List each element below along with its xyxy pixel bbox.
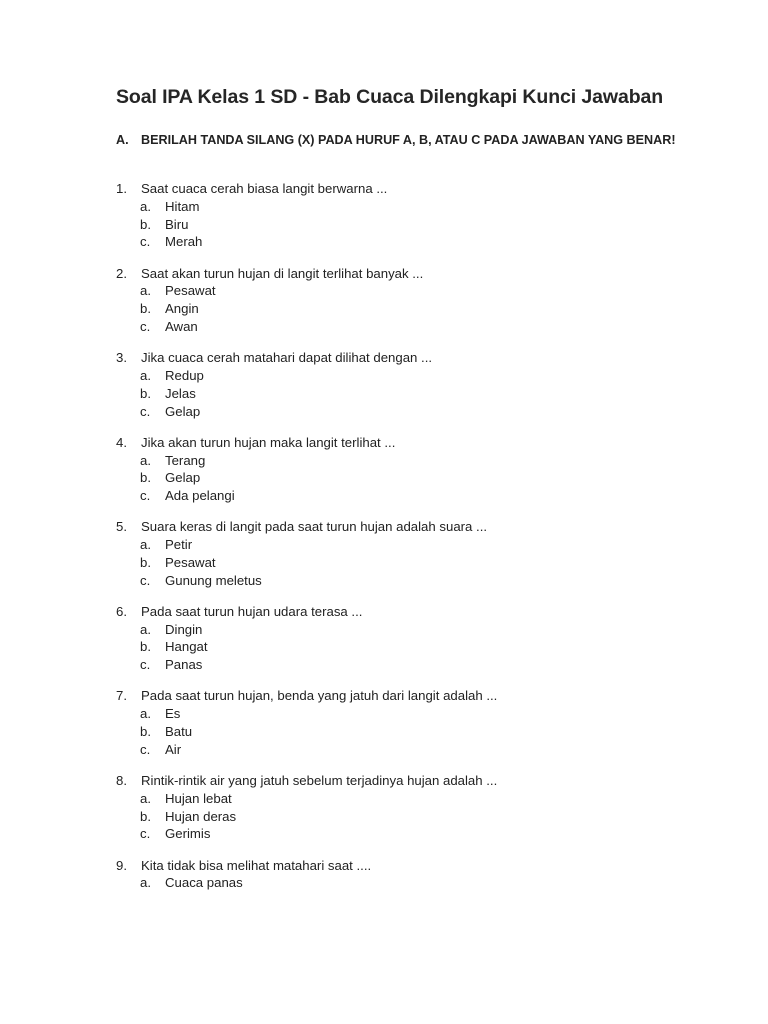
- option-text: Hujan lebat: [165, 790, 232, 806]
- option-list: [116, 282, 676, 335]
- option-letter: b.: [140, 216, 151, 232]
- answer-option: [140, 621, 676, 639]
- option-letter: a.: [140, 283, 151, 299]
- section-heading: [116, 130, 676, 150]
- option-list: [116, 790, 676, 843]
- question-number: 4.: [116, 434, 127, 450]
- question-item: [116, 603, 676, 674]
- question-text: Jika cuaca cerah matahari dapat dilihat dengan ...: [141, 350, 433, 366]
- option-list: [116, 367, 676, 420]
- answer-option: [140, 367, 676, 385]
- answer-option: [140, 452, 676, 470]
- section-letter: A.: [116, 133, 129, 147]
- option-list: [116, 536, 676, 589]
- question-text: Saat cuaca cerah biasa langit berwarna ...: [141, 181, 388, 196]
- option-letter: c.: [140, 741, 151, 757]
- option-letter: c.: [140, 572, 151, 588]
- option-letter: a.: [140, 198, 151, 214]
- answer-option: [140, 198, 676, 216]
- option-list: [116, 198, 676, 251]
- option-letter: a.: [140, 537, 151, 553]
- section-instruction: BERILAH TANDA SILANG (X) PADA HURUF A, B, ATAU C PADA JAWABAN YANG BENAR!: [141, 133, 676, 147]
- question-line: [116, 772, 676, 790]
- option-letter: b.: [140, 724, 151, 740]
- question-text: Saat akan turun hujan di langit terlihat banyak ...: [141, 265, 424, 281]
- option-letter: b.: [140, 808, 151, 824]
- question-number: 1.: [116, 181, 127, 196]
- option-letter: c.: [140, 234, 151, 250]
- option-text: Gerimis: [165, 826, 211, 842]
- question-number: 7.: [116, 688, 127, 704]
- option-letter: c.: [140, 318, 151, 334]
- question-item: [116, 687, 676, 758]
- answer-option: [140, 233, 676, 251]
- document-title: Soal IPA Kelas 1 SD - Bab Cuaca Dilengkapi Kunci Jawaban: [116, 86, 664, 108]
- option-letter: c.: [140, 488, 151, 504]
- option-text: Terang: [165, 452, 206, 468]
- answer-option: [140, 536, 676, 554]
- answer-option: [140, 403, 676, 421]
- option-list: [116, 621, 676, 674]
- answer-option: [140, 723, 676, 741]
- option-letter: a.: [140, 706, 151, 722]
- question-item: [116, 518, 676, 589]
- question-list: [116, 180, 676, 892]
- option-letter: a.: [140, 367, 151, 383]
- option-letter: a.: [140, 452, 151, 468]
- answer-option: [140, 874, 676, 892]
- answer-option: [140, 808, 676, 826]
- question-text: Kita tidak bisa melihat matahari saat ....: [141, 857, 372, 873]
- option-text: Cuaca panas: [165, 875, 243, 891]
- option-letter: a.: [140, 621, 151, 637]
- answer-option: [140, 300, 676, 318]
- question-item: [116, 857, 676, 893]
- question-line: [116, 603, 676, 621]
- option-letter: c.: [140, 826, 151, 842]
- option-list: [116, 874, 676, 892]
- answer-option: [140, 825, 676, 843]
- option-text: Pesawat: [165, 554, 216, 570]
- question-line: [116, 434, 676, 452]
- option-text: Petir: [165, 537, 193, 553]
- question-text: Pada saat turun hujan, benda yang jatuh dari langit adalah ...: [141, 688, 498, 704]
- question-item: [116, 434, 676, 505]
- option-text: Jelas: [165, 385, 196, 401]
- document-page: [116, 86, 676, 906]
- option-letter: c.: [140, 657, 151, 673]
- answer-option: [140, 790, 676, 808]
- option-text: Hangat: [165, 639, 208, 655]
- option-text: Hitam: [165, 198, 200, 214]
- option-text: Angin: [165, 301, 199, 317]
- answer-option: [140, 741, 676, 759]
- answer-option: [140, 656, 676, 674]
- question-item: [116, 772, 676, 843]
- answer-option: [140, 216, 676, 234]
- question-number: 9.: [116, 857, 127, 873]
- option-text: Dingin: [165, 621, 203, 637]
- option-letter: b.: [140, 385, 151, 401]
- answer-option: [140, 318, 676, 336]
- question-item: [116, 349, 676, 420]
- question-text: Suara keras di langit pada saat turun hujan adalah suara ...: [141, 519, 488, 535]
- question-text: Rintik-rintik air yang jatuh sebelum terjadinya hujan adalah ...: [141, 773, 498, 789]
- question-number: 2.: [116, 265, 127, 281]
- option-list: [116, 452, 676, 505]
- question-number: 8.: [116, 773, 127, 789]
- option-text: Es: [165, 706, 181, 722]
- option-text: Merah: [165, 234, 203, 250]
- answer-option: [140, 487, 676, 505]
- option-list: [116, 705, 676, 758]
- option-text: Ada pelangi: [165, 488, 235, 504]
- question-line: [116, 687, 676, 705]
- option-text: Gelap: [165, 470, 201, 486]
- option-text: Biru: [165, 216, 189, 232]
- answer-option: [140, 282, 676, 300]
- option-letter: a.: [140, 790, 151, 806]
- answer-option: [140, 554, 676, 572]
- answer-option: [140, 385, 676, 403]
- option-letter: a.: [140, 875, 151, 891]
- option-text: Air: [165, 741, 182, 757]
- option-letter: b.: [140, 470, 151, 486]
- option-letter: b.: [140, 301, 151, 317]
- question-text: Pada saat turun hujan udara terasa ...: [141, 603, 363, 619]
- answer-option: [140, 469, 676, 487]
- answer-option: [140, 572, 676, 590]
- question-number: 5.: [116, 519, 127, 535]
- option-text: Pesawat: [165, 283, 216, 299]
- option-text: Redup: [165, 367, 204, 383]
- option-text: Batu: [165, 724, 193, 740]
- question-number: 6.: [116, 603, 127, 619]
- question-number: 3.: [116, 350, 127, 366]
- answer-option: [140, 705, 676, 723]
- answer-option: [140, 638, 676, 656]
- question-line: [116, 349, 676, 367]
- option-letter: c.: [140, 403, 151, 419]
- option-text: Hujan deras: [165, 808, 237, 824]
- option-text: Gunung meletus: [165, 572, 262, 588]
- question-line: [116, 180, 676, 198]
- option-text: Panas: [165, 657, 203, 673]
- question-item: [116, 180, 676, 251]
- option-letter: b.: [140, 639, 151, 655]
- question-item: [116, 265, 676, 336]
- option-letter: b.: [140, 554, 151, 570]
- option-text: Gelap: [165, 403, 201, 419]
- question-line: [116, 265, 676, 283]
- question-line: [116, 518, 676, 536]
- option-text: Awan: [165, 318, 198, 334]
- question-text: Jika akan turun hujan maka langit terlihat ...: [141, 434, 396, 450]
- question-line: [116, 857, 676, 875]
